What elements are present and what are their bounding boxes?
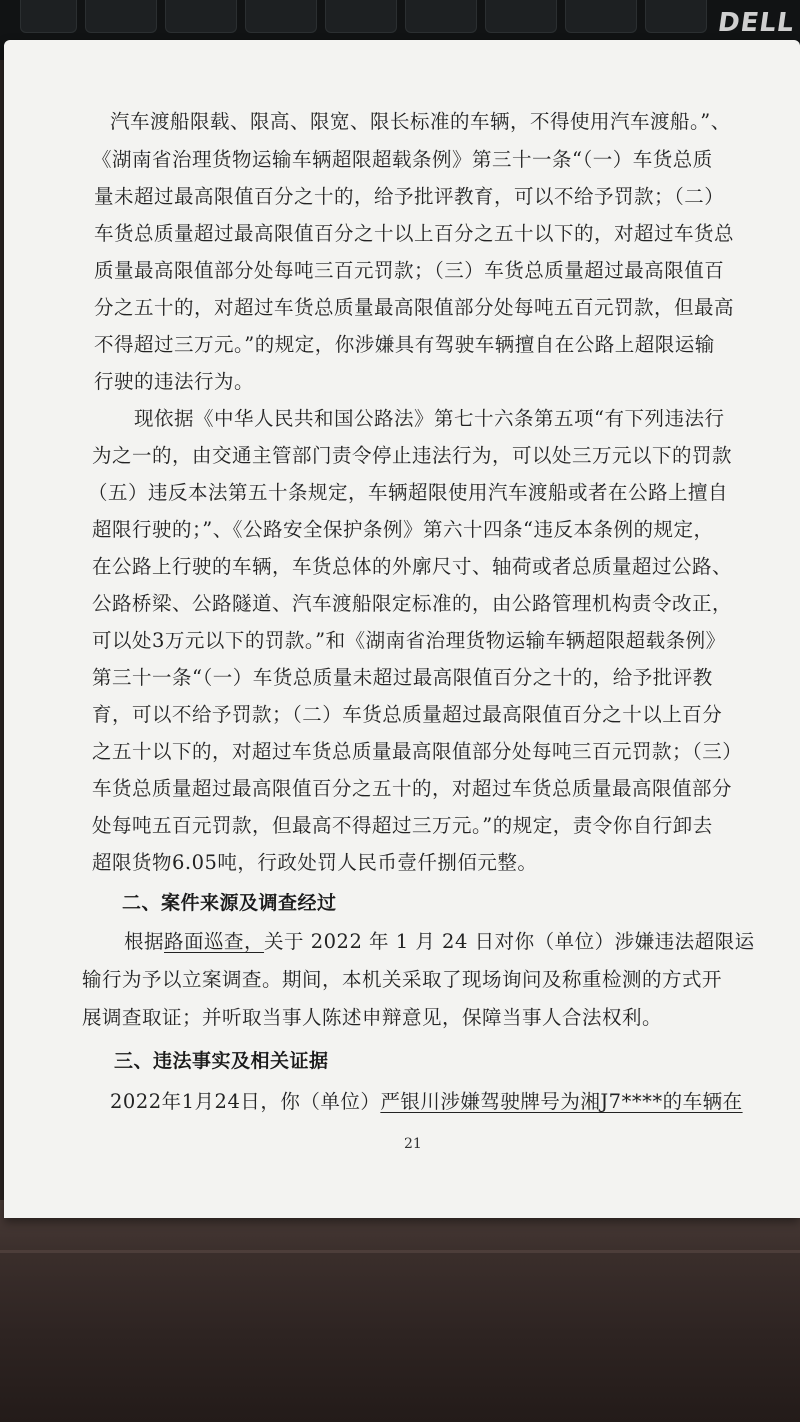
body-line: 可以处3万元以下的罚款。”和《湖南省治理货物运输车辆超限超载条例》: [92, 629, 726, 652]
keyboard-key: [245, 0, 317, 33]
body-line: 行驶的违法行为。: [94, 370, 255, 393]
keyboard-key: [645, 0, 707, 33]
keyboard-key: [20, 0, 77, 33]
page-number: 21: [404, 1136, 422, 1152]
body-line: 现依据《中华人民共和国公路法》第七十六条第五项“有下列违法行: [134, 407, 725, 430]
body-line: 量未超过最高限值百分之十的，给予批评教育，可以不给予罚款；（二）: [94, 185, 725, 208]
body-line: 育，可以不给予罚款；（二）车货总质量超过最高限值百分之十以上百分: [92, 703, 723, 726]
keyboard-key: [165, 0, 237, 33]
body-line: 输行为予以立案调查。期间，本机关采取了现场询问及称重检测的方式开: [82, 968, 723, 991]
section-heading: 二、案件来源及调查经过: [122, 892, 337, 914]
case-source: 路面巡查，: [164, 930, 265, 953]
body-line: 汽车渡船限载、限高、限宽、限长标准的车辆，不得使用汽车渡船。”、: [110, 110, 731, 133]
body-line: 分之五十的，对超过车货总质量最高限值部分处每吨五百元罚款，但最高: [94, 296, 735, 319]
body-line: 超限行驶的；”、《公路安全保护条例》第六十四条“违反本条例的规定，: [92, 518, 714, 541]
desk-surface: [0, 1200, 800, 1422]
body-line: 质量最高限值部分处每吨三百元罚款；（三）车货总质量超过最高限值百: [94, 259, 725, 282]
body-line: 在公路上行驶的车辆，车货总体的外廓尺寸、轴荷或者总质量超过公路、: [92, 555, 733, 578]
body-line: 为之一的，由交通主管部门责令停止违法行为，可以处三万元以下的罚款: [92, 444, 733, 467]
document-page: [4, 40, 800, 1218]
body-line: 之五十以下的，对超过车货总质量最高限值部分处每吨三百元罚款；（三）: [92, 740, 743, 763]
body-line: 展调查取证；并听取当事人陈述申辩意见，保障当事人合法权利。: [82, 1006, 663, 1029]
body-line: 公路桥梁、公路隧道、汽车渡船限定标准的，由公路管理机构责令改正，: [92, 592, 733, 615]
body-line: （五）违反本法第五十条规定，车辆超限使用汽车渡船或者在公路上擅自: [88, 481, 729, 504]
body-line: 《湖南省治理货物运输车辆超限超载条例》第三十一条“（一）车货总质: [92, 148, 713, 171]
keyboard-key: [485, 0, 557, 33]
section-heading: 三、违法事实及相关证据: [114, 1050, 329, 1072]
dell-logo: DELL: [715, 8, 797, 38]
keyboard-key: [325, 0, 397, 33]
body-line: 车货总质量超过最高限值百分之十以上百分之五十以下的，对超过车货总: [94, 222, 735, 245]
body-line: 车货总质量超过最高限值百分之五十的，对超过车货总质量最高限值部分: [92, 777, 733, 800]
text-prefix: 2022年1月24日，你（单位）: [110, 1090, 381, 1113]
body-line: [124, 926, 755, 954]
violator-info: 严银川涉嫌驾驶牌号为湘J7****的车辆在: [380, 1090, 743, 1113]
keyboard-key: [85, 0, 157, 33]
keyboard-key: [565, 0, 637, 33]
body-line: 第三十一条“（一）车货总质量未超过最高限值百分之十的，给予批评教: [92, 666, 713, 689]
body-line: 不得超过三万元。”的规定，你涉嫌具有驾驶车辆擅自在公路上超限运输: [94, 333, 715, 356]
keyboard-key: [405, 0, 477, 33]
text-rest: 关于 2022 年 1 月 24 日对你（单位）涉嫌违法超限运: [264, 930, 755, 953]
body-line: [110, 1086, 743, 1114]
desk-edge: [0, 1250, 800, 1253]
body-line: 超限货物6.05吨，行政处罚人民币壹仟捌佰元整。: [92, 851, 538, 874]
body-line: 处每吨五百元罚款，但最高不得超过三万元。”的规定，责令你自行卸去: [92, 814, 713, 837]
text-prefix: 根据: [124, 930, 165, 953]
